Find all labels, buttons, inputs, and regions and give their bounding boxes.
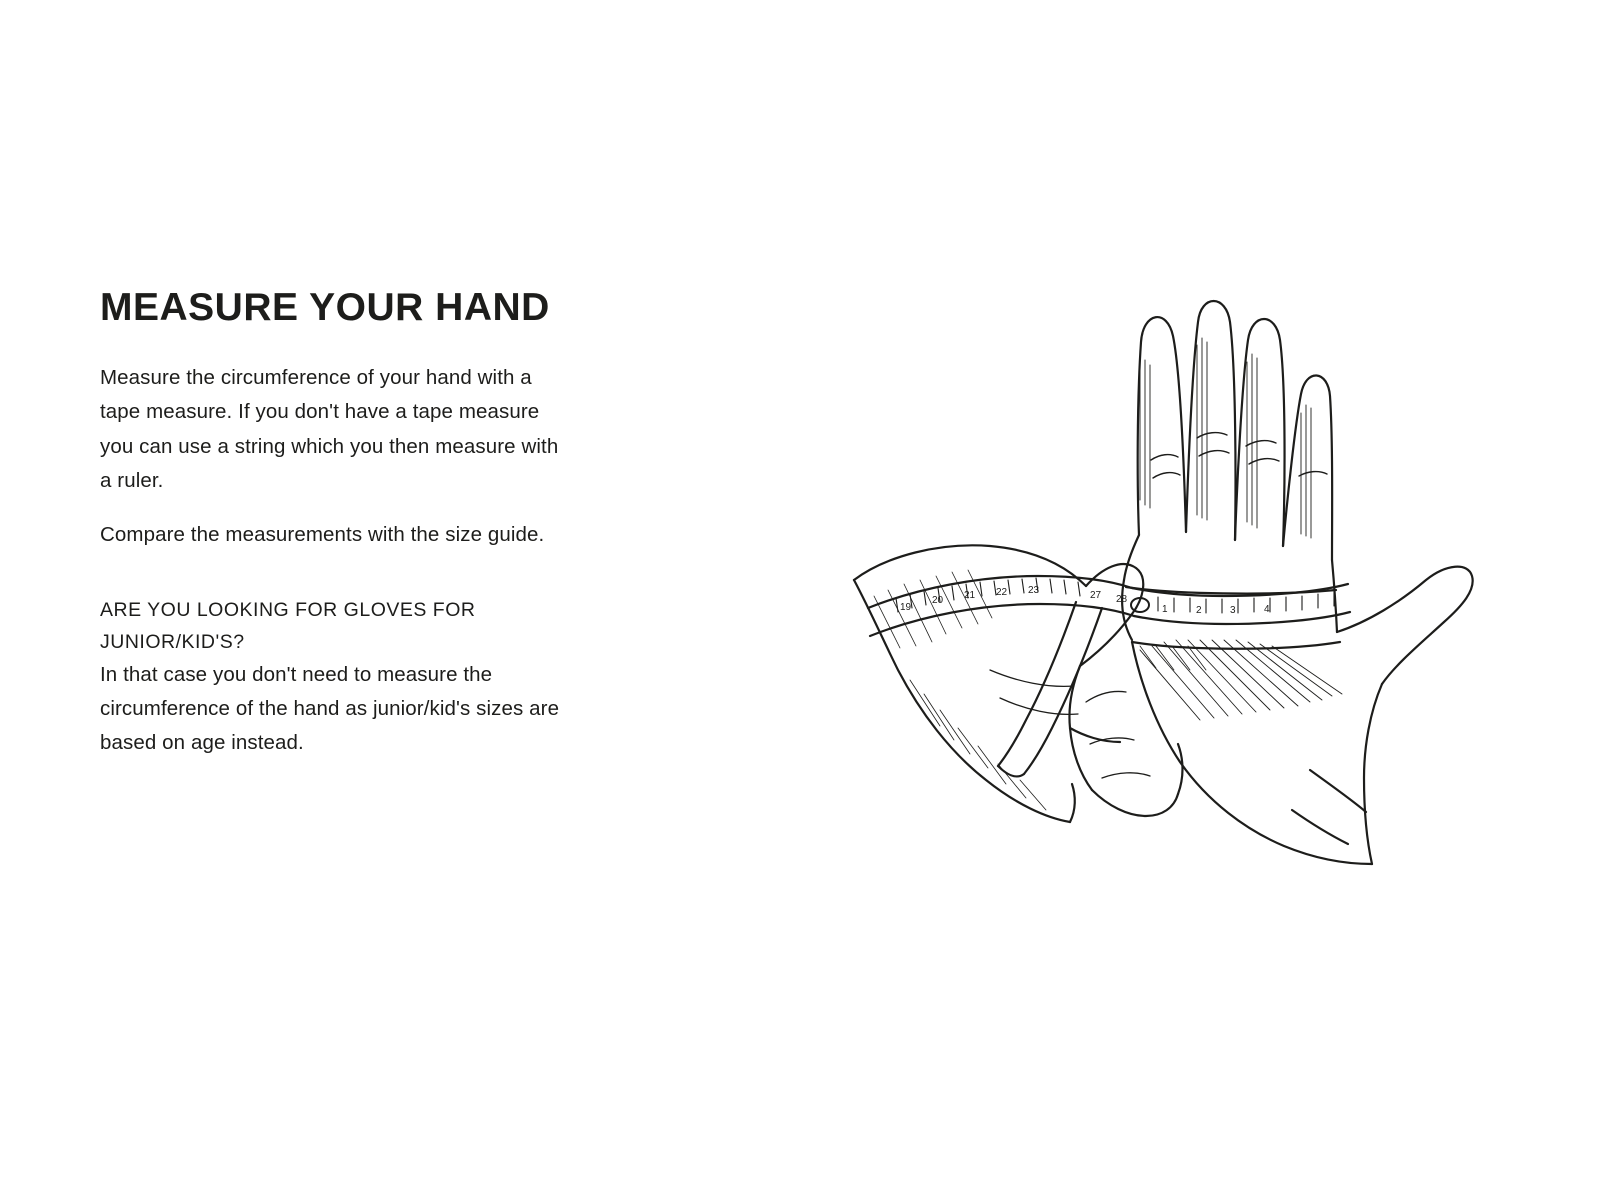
intro-paragraph: Measure the circumference of your hand with a tape measure. If you don't have a tape measure you can use a string which you then measure with a ruler.: [100, 366, 559, 492]
junior-subheading: ARE YOU LOOKING FOR GLOVES FOR JUNIOR/KID'S?: [100, 598, 476, 653]
palm-shading: [1140, 640, 1342, 720]
tape-band-shading: [1140, 646, 1206, 670]
svg-text:1: 1: [1162, 604, 1168, 615]
lower-hand-outline: [854, 545, 1183, 822]
svg-text:23: 23: [1028, 585, 1040, 596]
hand-measuring-tape-illustration: [840, 250, 1520, 930]
page-title: MEASURE YOUR HAND: [100, 286, 550, 329]
palm-wrist-outline: [1132, 567, 1473, 864]
svg-text:4: 4: [1264, 604, 1270, 615]
text-column: [100, 282, 570, 760]
svg-text:20: 20: [932, 595, 944, 606]
spacer: [100, 552, 570, 594]
svg-text:3: 3: [1230, 605, 1236, 616]
compare-paragraph: Compare the measurements with the size guide.: [100, 522, 545, 546]
svg-text:27: 27: [1090, 590, 1102, 601]
svg-text:19: 19: [900, 602, 912, 613]
measuring-tape: [868, 576, 1350, 776]
svg-text:28: 28: [1116, 594, 1128, 605]
svg-text:2: 2: [1196, 605, 1202, 616]
junior-paragraph: In that case you don't need to measure the circumference of the hand as junior/kid's sizes are based on age instead.: [100, 663, 560, 755]
svg-text:21: 21: [964, 590, 976, 601]
svg-text:22: 22: [996, 587, 1008, 598]
